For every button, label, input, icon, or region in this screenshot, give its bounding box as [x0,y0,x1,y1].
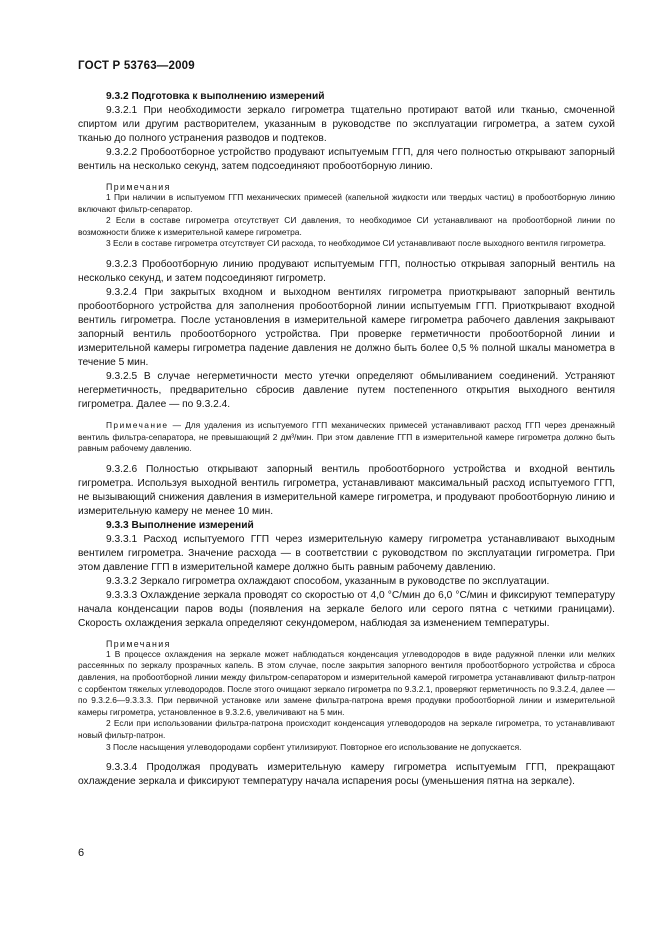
note-3: 3 Если в составе гигрометра отсутствует СИ расхода, то необходимое СИ устанавливают после выходного вентиля гигрометра. [106,238,606,249]
page-number: 6 [78,847,85,859]
paragraph-9-3-3-1: 9.3.3.1 Расход испытуемого ГГП через измерительную камеру гигрометра устанавливают выходным вентилем гигрометра. Значение расхода — в соответствии с руководством по эксплуатации гигрометра. При этом давление ГГП в измерительной камере должно быть равным рабочему давлению. [78,533,615,573]
section-title-9-3-3: 9.3.3 Выполнение измерений [106,519,254,531]
section-title-9-3-2: 9.3.2 Подготовка к выполнению измерений [106,91,325,102]
paragraph-9-3-3-4: 9.3.3.4 Продолжая продувать измерительную камеру гигрометра испытуемым ГГП, прекращают охлаждение зеркала и фиксируют температуру начала испарения росы (уменьшения пятна на зеркале). [78,762,615,788]
note-2: 2 Если в составе гигрометра отсутствует СИ давления, то необходимое СИ устанавливают на пробоотборной линии по возможности ближе к измерительной камере гигрометра. [78,215,615,237]
paragraph-9-3-2-4: 9.3.2.4 При закрытых входном и выходном вентилях гигрометра приоткрывают запорный вентиль пробоотборного устройства для заполнения пробоотборной линии испытуемым ГГП. Приоткрывают входной вентиль гигрометра. После установления в измерительной камере гигрометра рабочего давления закрывают запорный вентиль пробоотборного устройства. При проверке герметичности пробоотборной линии и измерительной камеры гигрометра падение давления не должно быть более 0,5 % полной шкалы манометра в течение 5 мин. [78,286,615,368]
paragraph-9-3-2-1: 9.3.2.1 При необходимости зеркало гигрометра тщательно протирают ватой или тканью, смоченной спиртом или другим растворителем, указанным в руководстве по эксплуатации гигрометра, а затем сухой тканью до полного устранения разводов и подтеков. [78,105,615,144]
notes-heading: Примечания [106,182,171,192]
single-note [78,420,615,455]
page-content [78,90,615,789]
paragraph-9-3-2-2: 9.3.2.2 Пробоотборное устройство продувают испытуемым ГГП, для чего полностью открывают запорный вентиль на несколько секунд, затем подсоединяют пробоотборную линию. [78,147,615,172]
notes-heading: Примечания [106,638,171,649]
note-text: — Для удаления из испытуемого ГГП механических примесей устанавливают расход ГГП через дренажный вентиль фильтра-сепаратора, не превышающий 2 дм³/мин. При этом давление ГГП в измерительной камере гигрометра должно быть равным рабочему давлению. [78,419,615,454]
note-label: Примечание [106,419,169,430]
paragraph-9-3-2-6: 9.3.2.6 Полностью открывают запорный вентиль пробоотборного устройства и входной вентиль гигрометра. Используя выходной вентиль гигрометра, устанавливают максимальный расход испытуемого ГГП, не вызывающий снижения давления в измерительной камере гигрометра, и продувают пробоотборную линию и измерительную камеру не менее 10 мин. [78,463,615,517]
document-header: ГОСТ Р 53763—2009 [78,60,195,72]
note-3: 3 После насыщения углеводородами сорбент утилизируют. Повторное его использование не допускается. [106,741,522,752]
paragraph-9-3-2-3: 9.3.2.3 Пробоотборную линию продувают испытуемым ГГП, полностью открывая запорный вентиль на несколько секунд, и затем подсоединяют гигрометр. [78,258,615,284]
paragraph-9-3-3-2: 9.3.3.2 Зеркало гигрометра охлаждают способом, указанным в руководстве по эксплуатации. [106,575,550,587]
note-1: 1 При наличии в испытуемом ГГП механических примесей (капельной жидкости или твердых частиц) в пробоотборную линию включают фильтр-сепаратор. [78,192,615,214]
paragraph-9-3-2-5: 9.3.2.5 В случае негерметичности место утечки определяют обмыливанием соединений. Устраняют негерметичность, предварительно сбросив давление путем постепенного открытия выходного вентиля гигрометра. Далее — по 9.3.2.4. [78,370,615,410]
note-2: 2 Если при использовании фильтра-патрона происходит конденсация углеводородов на зеркале гигрометра, то устанавливают новый фильтр-патрон. [78,718,615,740]
paragraph-9-3-3-3: 9.3.3.3 Охлаждение зеркала проводят со скоростью от 4,0 °С/мин до 6,0 °С/мин и фиксируют температуру начала конденсации паров воды (появления на зеркале белого или серого пятна с четкими границами). Скорость охлаждения зеркала определяют секундомером, наблюдая за изменением температуры. [78,589,615,629]
note-1: 1 В процессе охлаждения на зеркале может наблюдаться конденсация углеводородов в виде радужной пленки или мелких рассеянных по зеркалу прозрачных капель. В этом случае, после закрытия запорного вентиля пробоотборного устройства и сброса давления, на пробоотборной линии между фильтром-сепаратором и измерительной камерой гигрометра устанавливают фильтр-патрон с сорбентом тяжелых углеводородов. После этого очищают зеркало гигрометра по 9.3.2.1, проверяют герметичность по 9.3.2.4, далее — по 9.3.2.6—9.3.3.3. При первичной установке или замене фильтра-патрона время продувки пробоотборной линии и измерительной камеры гигрометра, установленное в 9.3.2.6, увеличивают на 5 мин. [78,648,615,717]
